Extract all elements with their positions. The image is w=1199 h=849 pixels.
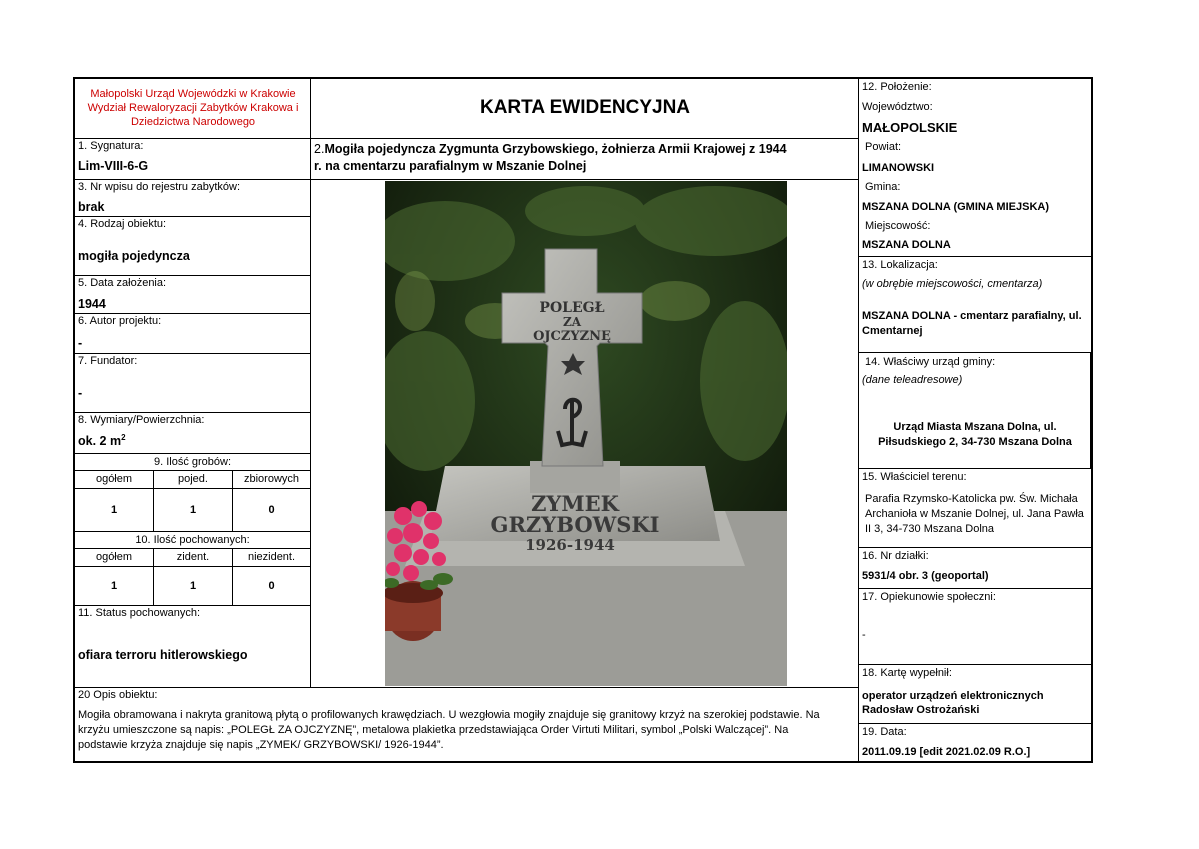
owner-line-3: II 3, 34-730 Mszana Dolna bbox=[865, 523, 995, 535]
office-line-1: Urząd Miasta Mszana Dolna, ul. bbox=[893, 421, 1057, 433]
county-label: Powiat: bbox=[865, 141, 902, 153]
field-office bbox=[859, 352, 1091, 468]
author-value: - bbox=[78, 336, 83, 350]
author-label: 6. Autor projektu: bbox=[78, 315, 162, 327]
date-label: 5. Data założenia: bbox=[78, 277, 167, 289]
field-parcel bbox=[859, 547, 1091, 588]
graves-header: 9. Ilość grobów: bbox=[75, 453, 311, 470]
parcel-label: 16. Nr działki: bbox=[862, 550, 929, 562]
buried-unidentified-value: 0 bbox=[233, 566, 311, 605]
commune-label: Gmina: bbox=[865, 181, 901, 193]
filled-by-line-2: Radosław Ostrożański bbox=[862, 704, 980, 716]
guardians-value: - bbox=[862, 629, 866, 641]
graves-col-single: pojed. bbox=[154, 470, 233, 488]
localization-line-1: MSZANA DOLNA - cmentarz parafialny, ul. bbox=[862, 310, 1082, 322]
buried-identified-value: 1 bbox=[154, 566, 233, 605]
institution-line-1: Małopolski Urząd Wojewódzki w Krakowie bbox=[90, 88, 296, 100]
office-line-2: Piłsudskiego 2, 34-730 Mszana Dolna bbox=[878, 436, 1072, 448]
signature-label: 1. Sygnatura: bbox=[78, 140, 144, 152]
field-localization bbox=[859, 256, 1091, 352]
filled-by-label: 18. Kartę wypełnił: bbox=[862, 667, 952, 679]
cross-inscription-3: OJCZYZNĘ bbox=[533, 329, 611, 344]
graves-total-value: 1 bbox=[75, 488, 154, 531]
field-card-date bbox=[859, 723, 1091, 763]
field-location bbox=[859, 79, 1091, 256]
slab-inscription-2: GRZYBOWSKI bbox=[490, 512, 660, 537]
field-date bbox=[75, 275, 311, 313]
county-value: LIMANOWSKI bbox=[862, 162, 935, 174]
founder-label: 7. Fundator: bbox=[78, 355, 138, 367]
localization-line-2: Cmentarnej bbox=[862, 325, 923, 337]
object-name-cell bbox=[311, 138, 859, 179]
graves-single-value: 1 bbox=[154, 488, 233, 531]
buried-total-value: 1 bbox=[75, 566, 154, 605]
owner-line-2: Archanioła w Mszanie Dolnej, ul. Jana Pawła bbox=[865, 508, 1084, 520]
cross-inscription-2: ZA bbox=[562, 315, 582, 329]
page-title: KARTA EWIDENCYJNA bbox=[479, 97, 691, 118]
institution-header bbox=[75, 79, 311, 138]
institution-line-3: Dziedzictwa Narodowego bbox=[130, 116, 256, 128]
locality-label: Miejscowość: bbox=[865, 220, 931, 232]
localization-hint: (w obrębie miejscowości, cmentarza) bbox=[862, 278, 1043, 290]
field-signature bbox=[75, 138, 311, 179]
signature-value: Lim-VIII-6-G bbox=[78, 159, 149, 173]
card-date-label: 19. Data: bbox=[862, 726, 907, 738]
filled-by-line-1: operator urządzeń elektronicznych bbox=[862, 690, 1044, 702]
date-value: 1944 bbox=[78, 297, 106, 311]
cross-inscription-1: POLEGŁ bbox=[539, 300, 605, 316]
object-name-line-2: r. na cmentarzu parafialnym w Mszanie Dolnej bbox=[314, 159, 587, 173]
office-hint: (dane teleadresowe) bbox=[862, 374, 963, 386]
register-label: 3. Nr wpisu do rejestru zabytków: bbox=[78, 181, 241, 193]
field-filled-by bbox=[859, 664, 1091, 723]
card-date-value: 2011.09.19 [edit 2021.02.09 R.O.] bbox=[862, 746, 1031, 758]
description-line-2: krzyżu umieszczone są napis: „POLEGŁ ZA OJCZYZNĘ”, metalowa plakietka przedstawiająca Order Virtuti Militari, symbol „Polski Walczącej”. Na bbox=[78, 724, 789, 736]
register-value: brak bbox=[78, 200, 105, 214]
description-line-1: Mogiła obramowana i nakryta granitową płytą o profilowanych krawędziach. U wezgłowia mogiły znajduje się granitowy krzyż na szerokiej podstawie. Na bbox=[78, 709, 820, 721]
locality-value: MSZANA DOLNA bbox=[862, 239, 951, 251]
title-cell bbox=[311, 79, 859, 138]
field-author bbox=[75, 313, 311, 353]
slab-inscription-3: 1926-1944 bbox=[525, 536, 615, 554]
graves-col-total: ogółem bbox=[75, 470, 154, 488]
field-description bbox=[75, 687, 859, 763]
dimensions-value: ok. 2 $m^2$ bbox=[78, 433, 126, 449]
type-label: 4. Rodzaj obiektu: bbox=[78, 218, 167, 230]
institution-line-2: Wydział Rewaloryzacji Zabytków Krakowa i bbox=[87, 102, 299, 114]
buried-header: 10. Ilość pochowanych: bbox=[75, 531, 311, 548]
graves-mass-value: 0 bbox=[233, 488, 311, 531]
parcel-value: 5931/4 obr. 3 (geoportal) bbox=[862, 570, 989, 582]
voivodeship-label: Województwo: bbox=[862, 101, 933, 113]
buried-col-unidentified: niezident. bbox=[233, 548, 311, 566]
description-line-3: podstawie krzyża znajduje się napis „ZYMEK/ GRZYBOWSKI/ 1926-1944”. bbox=[78, 739, 444, 751]
buried-col-total: ogółem bbox=[75, 548, 154, 566]
status-label: 11. Status pochowanych: bbox=[78, 607, 201, 619]
photo-cell bbox=[311, 179, 859, 687]
grave-photo bbox=[385, 181, 787, 686]
dimensions-label: 8. Wymiary/Powierzchnia: bbox=[78, 414, 205, 426]
founder-value: - bbox=[78, 386, 83, 400]
type-value: mogiła pojedyncza bbox=[78, 249, 190, 263]
field-owner bbox=[859, 468, 1091, 547]
field-guardians bbox=[859, 588, 1091, 664]
owner-line-1: Parafia Rzymsko-Katolicka pw. Św. Michała bbox=[865, 493, 1078, 505]
location-label: 12. Położenie: bbox=[862, 81, 932, 93]
office-label: 14. Właściwy urząd gminy: bbox=[865, 356, 996, 368]
buried-col-identified: zident. bbox=[154, 548, 233, 566]
object-number: 2. bbox=[314, 142, 325, 156]
status-value: ofiara terroru hitlerowskiego bbox=[78, 648, 248, 662]
guardians-label: 17. Opiekunowie społeczni: bbox=[862, 591, 996, 603]
description-label: 20 Opis obiektu: bbox=[78, 689, 158, 701]
localization-label: 13. Lokalizacja: bbox=[862, 259, 938, 271]
field-register bbox=[75, 179, 311, 216]
owner-label: 15. Właściciel terenu: bbox=[862, 471, 967, 483]
field-dimensions bbox=[75, 412, 311, 453]
voivodeship-value: MAŁOPOLSKIE bbox=[862, 120, 958, 135]
field-type bbox=[75, 216, 311, 275]
commune-value: MSZANA DOLNA (GMINA MIEJSKA) bbox=[862, 201, 1049, 213]
object-name-line-1: Mogiła pojedyncza Zygmunta Grzybowskiego, żołnierza Armii Krajowej z 1944 bbox=[324, 142, 787, 156]
graves-col-mass: zbiorowych bbox=[233, 470, 311, 488]
record-card bbox=[73, 77, 1093, 763]
field-founder bbox=[75, 353, 311, 412]
slab-inscription-1: ZYMEK bbox=[531, 491, 619, 516]
field-status bbox=[75, 605, 311, 687]
